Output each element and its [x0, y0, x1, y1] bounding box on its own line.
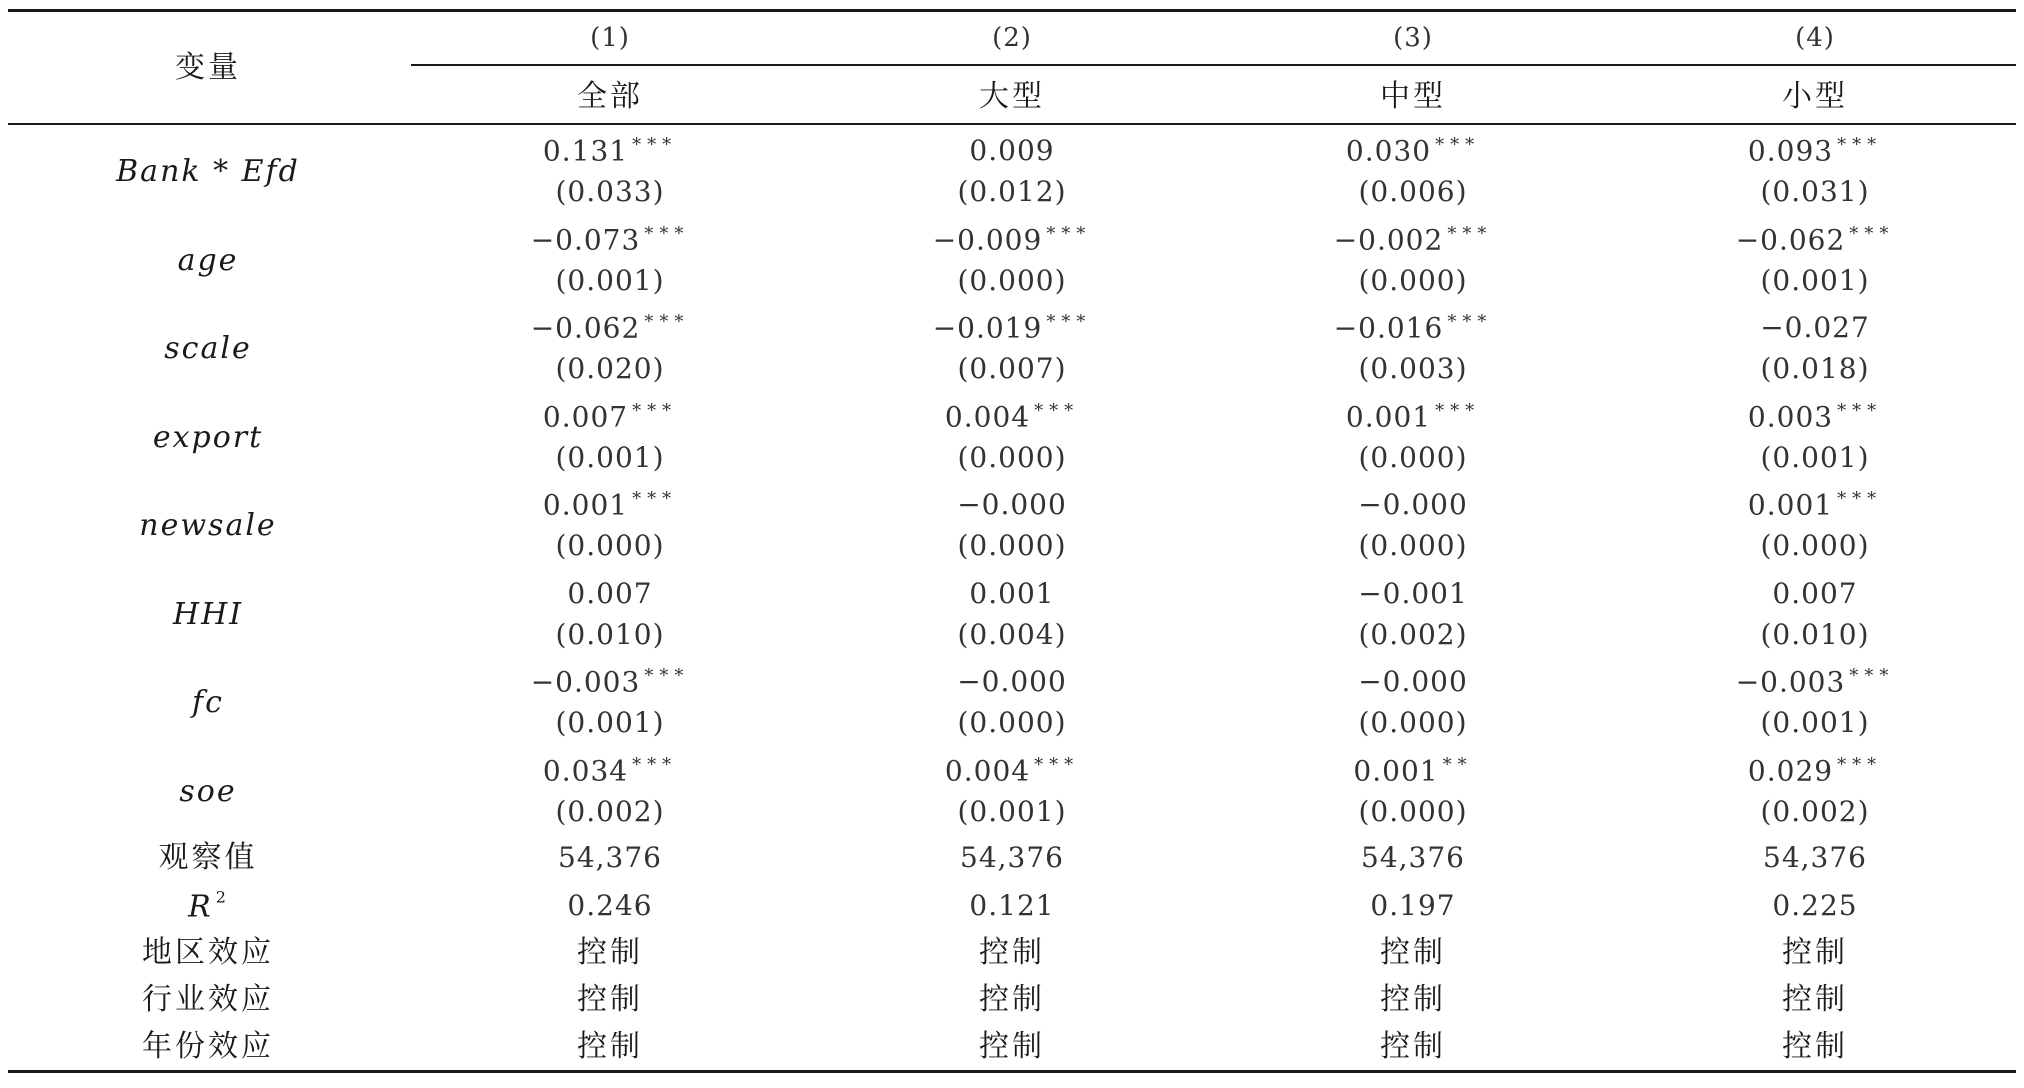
coefficient-cell [957, 665, 1067, 698]
coefficient-cell [1772, 576, 1858, 610]
coefficient-value: 0.009 [969, 134, 1055, 167]
coefficient-cell [1760, 311, 1870, 344]
significance-stars: *** [632, 400, 678, 421]
coefficient-value: 0.030 [1345, 134, 1432, 168]
standard-error: (0.001) [1760, 706, 1870, 739]
standard-error: (0.000) [555, 529, 665, 562]
stat-value: 控制 [1380, 1029, 1446, 1064]
coefficient-cell [1736, 225, 1895, 254]
column-name: 中型 [1380, 79, 1446, 114]
coefficient-cell [567, 576, 653, 610]
significance-stars: *** [632, 488, 678, 510]
significance-stars: *** [644, 311, 690, 333]
stat-value: 控制 [1380, 935, 1446, 970]
coefficient-value: −0.062 [530, 311, 641, 345]
stat-value: 控制 [577, 982, 643, 1017]
coefficient-cell [969, 576, 1055, 610]
coefficient-cell [542, 488, 678, 522]
standard-error: (0.000) [1358, 440, 1468, 474]
coefficient-value: −0.003 [1735, 665, 1846, 699]
standard-error: (0.033) [555, 175, 665, 208]
coefficient-cell [1735, 665, 1895, 699]
coefficient-value: 0.001 [969, 576, 1055, 610]
standard-error: (0.007) [957, 352, 1067, 385]
stat-value: 控制 [1782, 935, 1848, 970]
standard-error: (0.012) [957, 175, 1067, 208]
variable-name: Bank * Efd [116, 154, 300, 189]
coefficient-value: 0.007 [567, 576, 653, 610]
coefficient-cell [531, 225, 690, 254]
coefficient-cell [1747, 134, 1883, 168]
coefficient-value: −0.000 [1358, 488, 1468, 521]
coefficient-value: −0.062 [1735, 223, 1846, 256]
coefficient-value: 0.029 [1747, 754, 1834, 787]
standard-error: (0.001) [1760, 440, 1870, 474]
significance-stars: *** [1447, 311, 1493, 333]
stat-value: 控制 [979, 935, 1045, 970]
significance-stars: *** [1046, 223, 1092, 244]
column-name: 小型 [1782, 79, 1848, 114]
coefficient-cell [530, 665, 690, 699]
standard-error: (0.000) [1358, 794, 1468, 828]
standard-error: (0.000) [957, 263, 1067, 297]
standard-error: (0.000) [957, 706, 1067, 739]
stat-value: 控制 [979, 1029, 1045, 1064]
standard-error: (0.000) [957, 529, 1067, 562]
coefficient-value: −0.001 [1358, 576, 1468, 610]
coefficient-value: −0.027 [1760, 311, 1870, 344]
stat-value: 0.246 [567, 889, 653, 922]
header-sub-rule [411, 64, 2016, 66]
coefficient-cell [543, 402, 677, 431]
coefficient-cell [969, 134, 1055, 167]
coefficient-cell [1358, 665, 1468, 698]
column-number: (4) [1795, 23, 1835, 53]
stat-value: 控制 [1782, 1029, 1848, 1064]
stat-value: 54,376 [1361, 841, 1465, 874]
significance-stars: *** [1034, 400, 1080, 421]
standard-error: (0.001) [555, 263, 665, 297]
coefficient-cell [933, 225, 1092, 254]
coefficient-value: 0.004 [944, 400, 1031, 433]
standard-error: (0.001) [957, 794, 1067, 828]
standard-error: (0.000) [1358, 529, 1468, 562]
column-number: (3) [1393, 23, 1433, 53]
significance-stars: *** [1435, 400, 1481, 421]
stat-label: 行业效应 [142, 982, 274, 1017]
stat-value: 54,376 [960, 841, 1064, 874]
stat-value: 控制 [979, 982, 1045, 1017]
variable-name: age [177, 242, 239, 278]
standard-error: (0.010) [1760, 617, 1870, 651]
significance-stars: *** [1837, 754, 1883, 775]
variable-name: HHI [172, 596, 244, 632]
stat-value: 54,376 [558, 841, 662, 874]
stat-label-superscript: 2 [215, 887, 228, 907]
coefficient-value: −0.073 [530, 223, 641, 256]
significance-stars: *** [1837, 134, 1883, 156]
coefficient-cell [1747, 488, 1883, 522]
standard-error: (0.000) [1358, 706, 1468, 739]
coefficient-value: −0.016 [1333, 311, 1444, 345]
coefficient-value: −0.000 [957, 665, 1067, 698]
stat-value: 控制 [1782, 982, 1848, 1017]
variable-name: fc [192, 685, 224, 720]
significance-stars: *** [1849, 223, 1895, 244]
coefficient-cell [1333, 311, 1493, 345]
significance-stars: *** [1034, 754, 1080, 775]
standard-error: (0.018) [1760, 352, 1870, 385]
stat-label: 观察值 [158, 840, 258, 875]
stat-value: 54,376 [1763, 841, 1867, 874]
standard-error: (0.000) [1358, 263, 1468, 297]
coefficient-value: −0.009 [932, 223, 1043, 256]
standard-error: (0.031) [1760, 175, 1870, 208]
significance-stars: ** [1442, 754, 1473, 775]
stat-label [188, 887, 228, 925]
column-number: (2) [992, 23, 1032, 53]
coefficient-value: 0.001 [1345, 400, 1432, 433]
coefficient-cell [1358, 488, 1468, 521]
standard-error: (0.006) [1358, 175, 1468, 208]
coefficient-value: 0.003 [1747, 400, 1834, 433]
significance-stars: *** [1435, 134, 1481, 156]
stat-label-base: R [188, 889, 213, 925]
standard-error: (0.004) [957, 617, 1067, 651]
stat-value: 控制 [577, 935, 643, 970]
coefficient-cell [1748, 756, 1882, 785]
header-variable-label: 变量 [175, 50, 241, 85]
significance-stars: *** [632, 754, 678, 775]
significance-stars: *** [644, 223, 690, 244]
standard-error: (0.001) [1760, 263, 1870, 297]
coefficient-cell [542, 134, 678, 168]
significance-stars: *** [1447, 223, 1493, 244]
coefficient-value: −0.000 [957, 488, 1067, 521]
coefficient-value: −0.000 [1358, 665, 1468, 698]
column-number: (1) [590, 23, 630, 53]
standard-error: (0.010) [555, 617, 665, 651]
variable-name: newsale [139, 508, 277, 543]
coefficient-cell [932, 311, 1092, 345]
stat-label: 年份效应 [142, 1029, 274, 1064]
table-top-rule [8, 9, 2016, 12]
column-name: 全部 [577, 79, 643, 114]
coefficient-cell [1748, 402, 1882, 431]
coefficient-value: 0.007 [1772, 576, 1858, 610]
stat-label: 地区效应 [142, 935, 274, 970]
variable-name: soe [179, 773, 237, 809]
stat-value: 0.121 [969, 889, 1055, 922]
standard-error: (0.000) [957, 440, 1067, 474]
coefficient-value: −0.002 [1333, 223, 1444, 256]
stat-value: 0.225 [1772, 889, 1858, 922]
standard-error: (0.001) [555, 706, 665, 739]
coefficient-cell [543, 756, 677, 785]
significance-stars: *** [644, 665, 690, 687]
significance-stars: *** [1837, 488, 1883, 510]
stat-value: 控制 [577, 1029, 643, 1064]
stat-value: 控制 [1380, 982, 1446, 1017]
coefficient-cell [1358, 576, 1468, 610]
coefficient-cell [957, 488, 1067, 521]
coefficient-cell [1346, 402, 1480, 431]
coefficient-cell [530, 311, 690, 345]
coefficient-value: 0.093 [1747, 134, 1834, 168]
variable-name: scale [164, 331, 252, 366]
standard-error: (0.020) [555, 352, 665, 385]
standard-error: (0.002) [555, 794, 665, 828]
standard-error: (0.002) [1358, 617, 1468, 651]
coefficient-value: 0.034 [542, 754, 629, 787]
standard-error: (0.002) [1760, 794, 1870, 828]
coefficient-value: 0.131 [542, 134, 629, 168]
variable-name: export [152, 419, 264, 455]
coefficient-cell [945, 756, 1079, 785]
significance-stars: *** [1046, 311, 1092, 333]
coefficient-value: 0.001 [1353, 754, 1439, 787]
coefficient-cell [1345, 134, 1481, 168]
standard-error: (0.001) [555, 440, 665, 474]
significance-stars: *** [632, 134, 678, 156]
coefficient-value: 0.001 [542, 488, 629, 522]
significance-stars: *** [1849, 665, 1895, 687]
coefficient-value: −0.019 [932, 311, 1043, 345]
header-bottom-rule [8, 123, 2016, 125]
standard-error: (0.000) [1760, 529, 1870, 562]
coefficient-cell [1353, 756, 1472, 785]
coefficient-value: −0.003 [530, 665, 641, 699]
coefficient-cell [945, 402, 1079, 431]
significance-stars: *** [1837, 400, 1883, 421]
coefficient-value: 0.004 [944, 754, 1031, 787]
coefficient-value: 0.007 [542, 400, 629, 433]
coefficient-cell [1334, 225, 1493, 254]
standard-error: (0.003) [1358, 352, 1468, 385]
column-name: 大型 [979, 79, 1045, 114]
table-bottom-rule [8, 1070, 2016, 1073]
stat-value: 0.197 [1370, 889, 1456, 922]
coefficient-value: 0.001 [1747, 488, 1834, 522]
